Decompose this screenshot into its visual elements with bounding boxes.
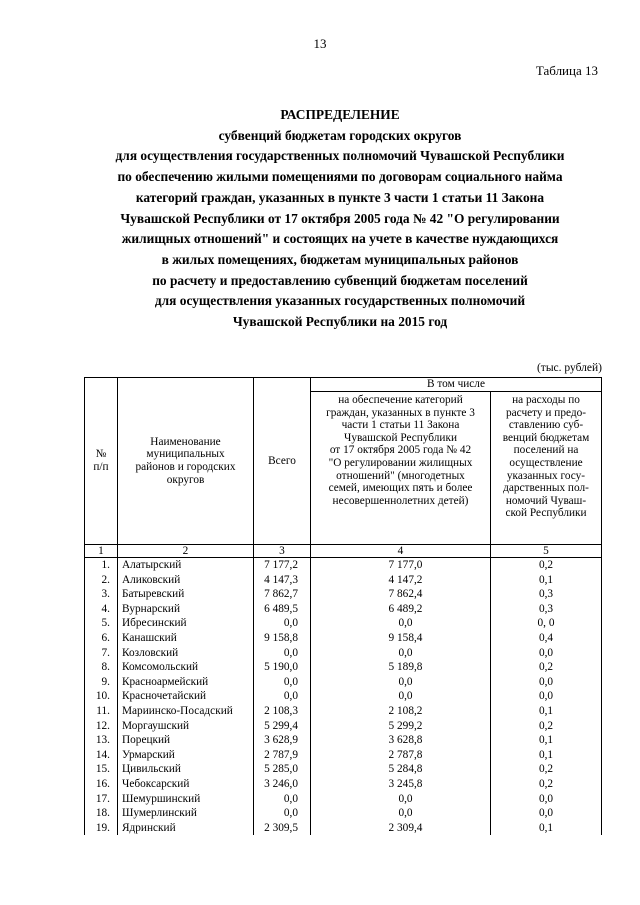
row-number: 1. [85, 558, 118, 573]
table-row [85, 733, 602, 748]
admin-amount: 0,3 [491, 587, 602, 602]
admin-amount: 0,2 [491, 762, 602, 777]
table-row [85, 777, 602, 792]
housing-amount: 0,0 [311, 675, 491, 690]
housing-amount: 5 189,8 [311, 660, 491, 675]
total-amount: 7 862,7 [254, 587, 311, 602]
admin-amount: 0,1 [491, 704, 602, 719]
district-name: Цивильский [118, 762, 254, 777]
housing-amount: 0,0 [311, 616, 491, 631]
district-name: Красночетайский [118, 689, 254, 704]
district-name: Аликовский [118, 573, 254, 588]
district-name: Моргаушский [118, 719, 254, 734]
header-col-b [491, 392, 602, 545]
table-row [85, 631, 602, 646]
title-line: по обеспечению жилыми помещениями по договорам социального найма [117, 169, 563, 185]
title-line: жилищных отношений" и состоящих на учете в качестве нуждающихся [121, 231, 559, 247]
total-amount: 4 147,3 [254, 573, 311, 588]
table-body [85, 558, 602, 836]
housing-amount: 9 158,4 [311, 631, 491, 646]
total-amount: 3 628,9 [254, 733, 311, 748]
header-including-text: В том числе [427, 378, 485, 391]
page-number: 13 [313, 36, 327, 51]
district-name: Чебоксарский [118, 777, 254, 792]
admin-amount: 0,3 [491, 602, 602, 617]
total-amount: 0,0 [254, 675, 311, 690]
title-line: субвенций бюджетам городских округов [218, 127, 462, 143]
total-amount: 2 309,5 [254, 821, 311, 836]
admin-amount: 0,4 [491, 631, 602, 646]
total-amount: 5 285,0 [254, 762, 311, 777]
distribution-table [84, 377, 602, 835]
document-title [70, 105, 610, 333]
header-name [118, 378, 254, 545]
district-name: Вурнарский [118, 602, 254, 617]
header-col-a [311, 392, 491, 545]
district-name: Урмарский [118, 748, 254, 763]
row-number: 6. [85, 631, 118, 646]
housing-amount: 3 245,8 [311, 777, 491, 792]
column-number: 3 [254, 545, 311, 558]
row-number: 9. [85, 675, 118, 690]
district-name: Ибресинский [118, 616, 254, 631]
admin-amount: 0,2 [491, 777, 602, 792]
district-name: Козловский [118, 646, 254, 661]
housing-amount: 0,0 [311, 689, 491, 704]
housing-amount: 0,0 [311, 646, 491, 661]
total-amount: 0,0 [254, 616, 311, 631]
row-number: 2. [85, 573, 118, 588]
row-number: 10. [85, 689, 118, 704]
admin-amount: 0,0 [491, 806, 602, 821]
row-number: 12. [85, 719, 118, 734]
header-col-a-text: на обеспечение категорий граждан, указанных в пункте 3 части 1 статьи 11 Закона Чувашской Республики от 17 октября 2005 года № 42 "О регулировании жилищных отношений" (многодетных семей, имеющих пять и более несовершеннолетних детей) [326, 394, 475, 507]
district-name: Батыревский [118, 587, 254, 602]
total-amount: 0,0 [254, 806, 311, 821]
housing-amount: 5 284,8 [311, 762, 491, 777]
admin-amount: 0,1 [491, 733, 602, 748]
table-row [85, 602, 602, 617]
column-number: 1 [85, 545, 118, 558]
row-number: 4. [85, 602, 118, 617]
row-number: 7. [85, 646, 118, 661]
district-name: Канашский [118, 631, 254, 646]
admin-amount: 0,0 [491, 646, 602, 661]
table-row [85, 806, 602, 821]
admin-amount: 0, 0 [491, 616, 602, 631]
title-line: Чувашской Республики на 2015 год [232, 314, 448, 330]
title-line: по расчету и предоставлению субвенций бюджетам поселений [152, 272, 528, 288]
total-amount: 2 787,9 [254, 748, 311, 763]
district-name: Красноармейский [118, 675, 254, 690]
table-row [85, 689, 602, 704]
table-row [85, 660, 602, 675]
title-line: для осуществления государственных полномочий Чувашской Республики [115, 148, 565, 164]
housing-amount: 0,0 [311, 792, 491, 807]
admin-amount: 0,0 [491, 675, 602, 690]
header-total [254, 378, 311, 545]
district-name: Мариинско-Посадский [118, 704, 254, 719]
total-amount: 5 299,4 [254, 719, 311, 734]
row-number: 18. [85, 806, 118, 821]
district-name: Алатырский [118, 558, 254, 573]
title-line: в жилых помещениях, бюджетам муниципальных районов [161, 251, 519, 267]
admin-amount: 0,2 [491, 719, 602, 734]
admin-amount: 0,1 [491, 748, 602, 763]
row-number: 13. [85, 733, 118, 748]
table-row [85, 616, 602, 631]
total-amount: 5 190,0 [254, 660, 311, 675]
total-amount: 2 108,3 [254, 704, 311, 719]
admin-amount: 0,2 [491, 558, 602, 573]
row-number: 3. [85, 587, 118, 602]
district-name: Шемуршинский [118, 792, 254, 807]
row-number: 5. [85, 616, 118, 631]
table-row [85, 719, 602, 734]
housing-amount: 7 862,4 [311, 587, 491, 602]
header-total-text: Всего [268, 454, 296, 467]
column-number: 2 [118, 545, 254, 558]
district-name: Шумерлинский [118, 806, 254, 821]
housing-amount: 4 147,2 [311, 573, 491, 588]
housing-amount: 3 628,8 [311, 733, 491, 748]
housing-amount: 7 177,0 [311, 558, 491, 573]
admin-amount: 0,0 [491, 689, 602, 704]
row-number: 15. [85, 762, 118, 777]
row-number: 16. [85, 777, 118, 792]
table-row [85, 748, 602, 763]
title-line: для осуществления указанных государственных полномочий [154, 293, 526, 309]
row-number: 19. [85, 821, 118, 836]
column-number: 4 [311, 545, 491, 558]
table-label: Таблица 13 [535, 63, 598, 78]
row-number: 8. [85, 660, 118, 675]
table-row [85, 821, 602, 836]
district-name: Ядринский [118, 821, 254, 836]
total-amount: 0,0 [254, 646, 311, 661]
header-num [85, 378, 118, 545]
header-name-text: Наименование муниципальных районов и городских округов [135, 435, 236, 486]
title-line: категорий граждан, указанных в пункте 3 части 1 статьи 11 Закона [135, 189, 545, 205]
column-number: 5 [491, 545, 602, 558]
units-label: (тыс. рублей) [536, 362, 602, 374]
total-amount: 0,0 [254, 689, 311, 704]
admin-amount: 0,1 [491, 573, 602, 588]
row-number: 17. [85, 792, 118, 807]
header-num-text: № п/п [93, 448, 109, 473]
table-row [85, 587, 602, 602]
housing-amount: 6 489,2 [311, 602, 491, 617]
housing-amount: 2 787,8 [311, 748, 491, 763]
table-row [85, 675, 602, 690]
header-col-b-text: на расходы по расчету и предо- ставлению суб- венций бюджетам поселений на осуществление указанных госу- дарственных пол- номочий Чуваш- ской Республики [502, 394, 590, 520]
total-amount: 9 158,8 [254, 631, 311, 646]
district-name: Порецкий [118, 733, 254, 748]
admin-amount: 0,2 [491, 660, 602, 675]
total-amount: 3 246,0 [254, 777, 311, 792]
admin-amount: 0,1 [491, 821, 602, 836]
district-name: Комсомольский [118, 660, 254, 675]
total-amount: 7 177,2 [254, 558, 311, 573]
header-including [311, 378, 602, 392]
housing-amount: 0,0 [311, 806, 491, 821]
table-row [85, 762, 602, 777]
row-number: 11. [85, 704, 118, 719]
table-row [85, 558, 602, 573]
title-line: РАСПРЕДЕЛЕНИЕ [280, 107, 400, 122]
table-row [85, 792, 602, 807]
table-row [85, 646, 602, 661]
housing-amount: 5 299,2 [311, 719, 491, 734]
total-amount: 0,0 [254, 792, 311, 807]
housing-amount: 2 309,4 [311, 821, 491, 836]
admin-amount: 0,0 [491, 792, 602, 807]
title-line: Чувашской Республики от 17 октября 2005 года № 42 "О регулировании [120, 210, 560, 226]
total-amount: 6 489,5 [254, 602, 311, 617]
table-row [85, 573, 602, 588]
row-number: 14. [85, 748, 118, 763]
table-row [85, 704, 602, 719]
housing-amount: 2 108,2 [311, 704, 491, 719]
